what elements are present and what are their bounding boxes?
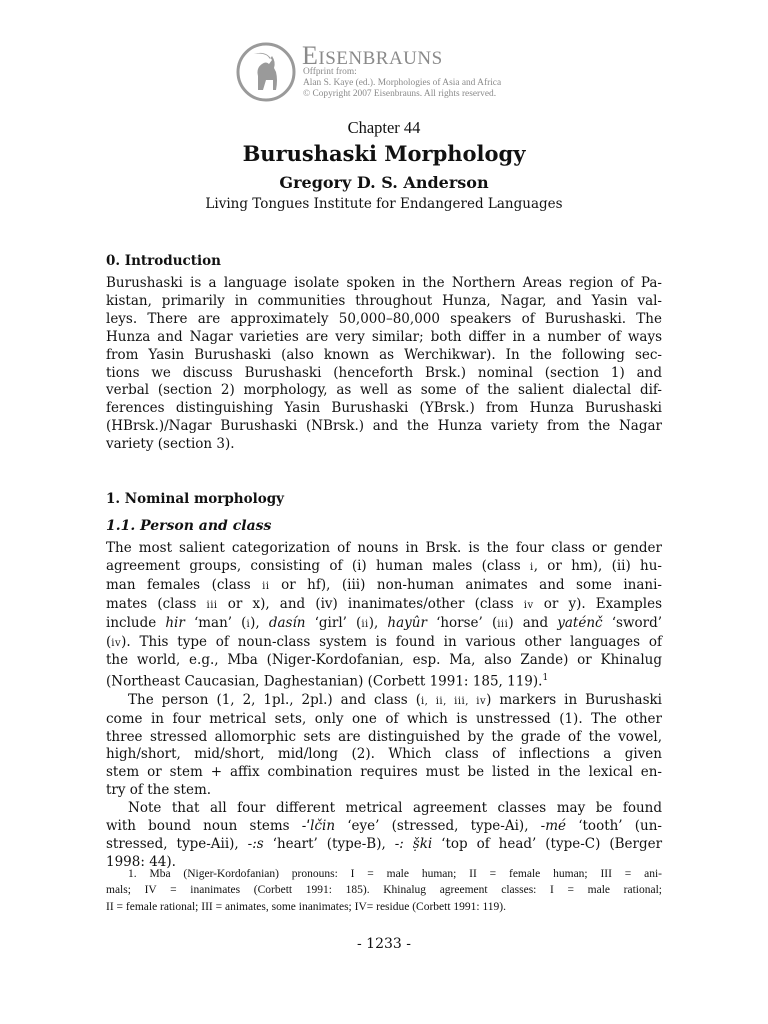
- text-line: Note that all four different metrical agreement classes may be found: [128, 800, 662, 817]
- publisher-header: [236, 40, 536, 104]
- offprint-line-3: © Copyright 2007 Eisenbrauns. All rights reserved.: [303, 89, 497, 99]
- text-line: high/short, mid/short, mid/long (2). Which class of inflections a given: [106, 746, 662, 763]
- publisher-brand: EISENBRAUNS: [302, 41, 443, 70]
- text-line: (Northeast Caucasian, Daghestanian) (Corbett 1991: 185, 119).$^1$: [106, 673, 549, 690]
- offprint-note: [303, 67, 501, 100]
- section-1-heading: 1. Nominal morphology: [106, 491, 285, 507]
- text-line: tions we discuss Burushaski (henceforth Brsk.) nominal (section 1) and: [106, 364, 662, 381]
- text-line: (iv). This type of noun-class system is found in various other languages of: [106, 633, 662, 650]
- text-line: The most salient categorization of nouns in Brsk. is the four class or gender: [106, 540, 662, 556]
- text-line: leys. There are approximately 50,000–80,000 speakers of Burushaski. The: [106, 310, 662, 327]
- text-line: man females (class ii or hf), (iii) non-human animates and some inani-: [106, 576, 662, 593]
- text-line: Burushaski is a language isolate spoken in the Northern Areas region of Pa-: [106, 275, 662, 291]
- footnote-line: 1. Mba (Niger-Kordofanian) pronouns: I = male human; II = female human; III = ani-: [128, 868, 662, 880]
- chapter-title: Burushaski Morphology: [242, 141, 526, 166]
- text-line: stem or stem + affix combination requires must be listed in the lexical en-: [106, 764, 662, 781]
- text-line: try of the stem.: [106, 782, 212, 799]
- text-line: three stressed allomorphic sets are distinguished by the grade of the vowel,: [106, 728, 662, 745]
- text-line: with bound noun stems -ˈlčin ‘eye’ (stressed, type-Ai), -mé ‘tooth’ (un-: [106, 818, 662, 835]
- page-number: - 1233 -: [357, 936, 411, 952]
- footnote-line: mals; IV = inanimates (Corbett 1991: 185). Khinalug agreement classes: I = male rational;: [106, 884, 662, 897]
- text-line: kistan, primarily in communities throughout Hunza, Nagar, and Yasin val-: [106, 292, 662, 309]
- person-class-paragraph-1: [106, 540, 662, 872]
- footnote-1: [106, 866, 662, 915]
- text-line: from Yasin Burushaski (also known as Werchikwar). In the following sec-: [106, 346, 662, 363]
- text-line: The person (1, 2, 1pl., 2pl.) and class (i, ii, iii, iv) markers in Burushaski: [128, 691, 663, 708]
- text-line: verbal (section 2) morphology, as well as some of the salient dialectal dif-: [106, 382, 662, 399]
- text-line: variety (section 3).: [106, 436, 235, 453]
- text-line: include hir ‘man’ (i), dasín ‘girl’ (ii), hayûr ‘horse’ (iii) and yaténč ‘sword’: [106, 614, 663, 631]
- chapter-number: Chapter 44: [347, 118, 421, 137]
- offprint-line-1: Offprint from:: [303, 67, 357, 77]
- section-1-1-heading: 1.1. Person and class: [106, 518, 272, 534]
- introduction-paragraph: [106, 275, 662, 454]
- text-line: ferences distinguishing Yasin Burushaski (YBrsk.) from Hunza Burushaski: [106, 400, 662, 417]
- footnote-marker[interactable]: 1: [542, 673, 549, 684]
- ibex-logo-icon: [236, 42, 296, 102]
- text-line: mates (class iii or x), and (iv) inanimates/other (class iv or y). Examples: [106, 595, 662, 612]
- text-line: come in four metrical sets, only one of which is unstressed (1). The other: [106, 710, 662, 727]
- author-name: Gregory D. S. Anderson: [279, 173, 489, 192]
- text-line: 1998: 44).: [106, 853, 176, 870]
- footnote-line: II = female rational; III = animates, some inanimates; IV= residue (Corbett 1991: 119).: [106, 900, 507, 913]
- section-0-heading: 0. Introduction: [106, 253, 221, 269]
- text-line: stressed, type-Aii), -:s ‘heart’ (type-B), -: ṣ̌ki ‘top of head’ (type-C) (Berger: [106, 836, 663, 852]
- offprint-line-2: Alan S. Kaye (ed.). Morphologies of Asia and Africa: [303, 78, 502, 88]
- text-line: (HBrsk.)/Nagar Burushaski (NBrsk.) and the Hunza variety from the Nagar: [106, 418, 662, 435]
- text-line: agreement groups, consisting of (i) human males (class i, or hm), (ii) hu-: [106, 557, 662, 574]
- text-line: Hunza and Nagar varieties are very similar; both differ in a number of ways: [106, 328, 662, 345]
- author-affiliation: Living Tongues Institute for Endangered Languages: [205, 196, 563, 212]
- text-line: the world, e.g., Mba (Niger-Kordofanian, esp. Ma, also Zande) or Khinalug: [106, 652, 662, 669]
